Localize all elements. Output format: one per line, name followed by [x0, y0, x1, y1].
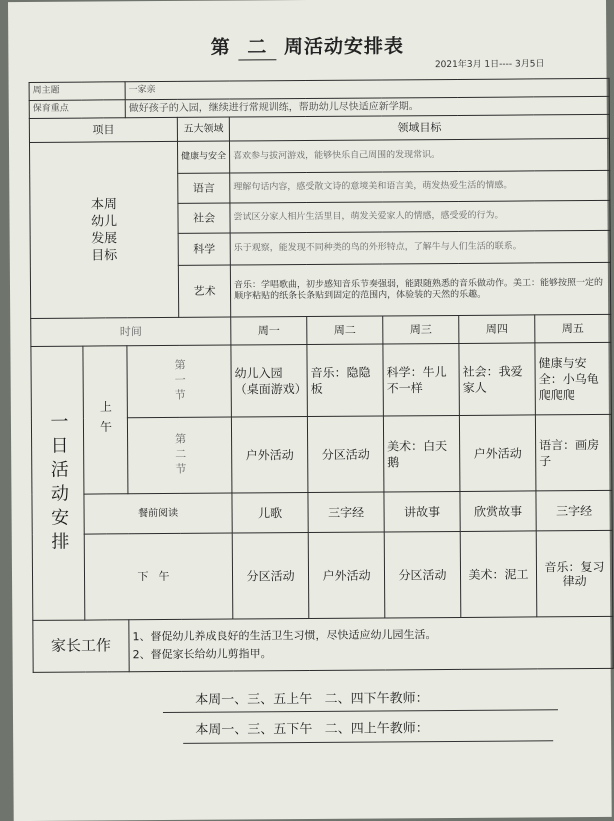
day-header: 周二: [307, 316, 383, 345]
title-suffix: 周活动安排表: [283, 35, 405, 59]
parent-item: 2、督促家长给幼儿剪指甲。: [132, 646, 272, 661]
domain-row: [29, 138, 609, 174]
reading-label: 餐前阅读: [84, 493, 232, 534]
daily-activities-label: 一日活动安排: [31, 346, 85, 620]
header-goal: 领域目标: [229, 114, 609, 141]
week-number: 二: [238, 32, 276, 60]
am2-cell: 户外活动: [459, 415, 536, 492]
teacher-signature-pm: 本周一、三、五下午 二、四上午教师：: [195, 721, 429, 738]
focus-label: 保育重点: [29, 100, 125, 119]
section1-label: 第一节: [127, 345, 232, 418]
am1-cell: 社会：我爱家人: [459, 343, 536, 416]
domain-goal: 喜欢参与拔河游戏，能够快乐自己周围的发现常识。: [230, 138, 610, 173]
reading-cell: 讲故事: [384, 491, 460, 532]
domain-goal: 音乐：学唱歌曲，初步感知音乐节奏强弱，能跟随熟悉的音乐做动作。美工：能够按照一定的顺序粘贴的纸条长条贴到固定的范围内，体验装的天然的乐趣。: [230, 262, 610, 317]
pm-label: 下午: [84, 533, 233, 620]
theme-label: 周主题: [29, 82, 125, 101]
domain-goal: 乐于观察，能发现不同种类的鸟的外形特点，了解牛与人们生活的联系。: [230, 230, 610, 265]
time-label: 时间: [31, 317, 231, 346]
reading-cell: 三字经: [308, 492, 384, 533]
am2-cell: 分区活动: [307, 416, 384, 493]
reading-row: [32, 490, 612, 534]
pm-cell: 户外活动: [308, 532, 385, 619]
am1-cell: 科学：牛儿不一样: [383, 343, 460, 416]
signature-line: [183, 740, 553, 744]
domain-name: 健康与安全: [178, 141, 230, 173]
header-domain: 五大领域: [177, 117, 229, 141]
parent-work-row: [33, 616, 613, 672]
am1-cell: 幼儿入园（桌面游戏）: [231, 345, 308, 418]
header-item: 项目: [29, 117, 177, 142]
pm-row: [32, 530, 613, 620]
parent-work-items: [129, 616, 613, 671]
am1-cell: 音乐：隐隐板: [307, 344, 384, 417]
am-section1-row: [31, 342, 612, 418]
pm-cell: 分区活动: [384, 531, 461, 618]
day-header: 周一: [231, 317, 307, 346]
domain-name: 语言: [178, 173, 230, 203]
schedule-paper: [8, 0, 612, 821]
date-range: 2021年3月 1日---- 3月5日: [434, 59, 545, 71]
theme-value: 一家亲: [125, 78, 609, 99]
parent-item: 1、督促幼儿养成良好的生活卫生习惯，尽快适应幼儿园生活。: [132, 627, 437, 643]
am2-cell: 语言：画房子: [535, 414, 612, 491]
domain-goal: 尝试区分家人相片生活里目，萌发关爱家人的情感，感受爱的行为。: [230, 200, 610, 233]
title-prefix: 第: [210, 36, 231, 59]
dev-goals-label: 本周幼儿发展目标: [29, 141, 178, 318]
section2-label: 第二节: [127, 417, 232, 494]
pm-cell: 音乐：复习律动: [536, 530, 613, 617]
am1-cell: 健康与安全：小乌龟爬爬爬: [535, 342, 612, 415]
domain-name: 科学: [178, 233, 230, 265]
domain-name: 艺术: [178, 265, 230, 317]
day-header: 周三: [383, 315, 459, 344]
reading-cell: 三字经: [536, 490, 612, 531]
signature-line: [163, 709, 558, 713]
day-header-row: [31, 314, 611, 346]
schedule-table: [29, 78, 614, 673]
focus-value: 做好孩子的入园，继续进行常规训练，帮助幼儿尽快适应新学期。: [125, 96, 609, 117]
pm-cell: 分区活动: [232, 533, 309, 620]
reading-cell: 儿歌: [232, 493, 308, 534]
parent-work-label: 家长工作: [33, 620, 129, 673]
reading-cell: 欣赏故事: [460, 491, 536, 532]
pm-cell: 美术：泥工: [460, 531, 537, 618]
am-label: 上午: [83, 346, 128, 494]
domain-goal: 理解句话内容，感受散文诗的意境美和语言美，萌发热爱生活的情感。: [230, 170, 610, 203]
am2-cell: 美术：白天鹅: [383, 415, 460, 492]
day-header: 周四: [459, 315, 535, 344]
day-header: 周五: [535, 314, 611, 343]
teacher-signature-am: 本周一、三、五上午 二、四下午教师：: [195, 691, 429, 708]
domain-name: 社会: [178, 203, 230, 233]
am2-cell: 户外活动: [231, 417, 308, 494]
